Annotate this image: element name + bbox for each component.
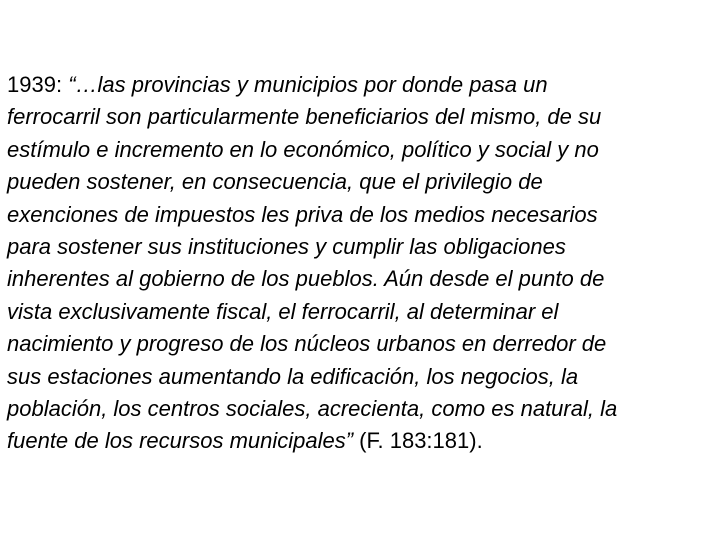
quote-line: ferrocarril son particularmente beneficiarios del mismo, de su: [7, 104, 602, 130]
quote-year: 1939: [7, 72, 56, 97]
year-separator: :: [55, 72, 69, 97]
quote-line: estímulo e incremento en lo económico, político y social y no: [7, 136, 599, 162]
citation: (F. 183:181).: [353, 428, 483, 454]
quote-line: pueden sostener, en consecuencia, que el privilegio de: [7, 169, 543, 195]
quote-line: [7, 425, 713, 457]
quote-line: inherentes al gobierno de los pueblos. Aún desde el punto de: [7, 266, 605, 292]
quote-line: nacimiento y progreso de los núcleos urbanos en derredor de: [7, 331, 607, 357]
quote-line: vista exclusivamente fiscal, el ferrocarril, al determinar el: [7, 298, 559, 324]
open-quote-mark: “: [68, 72, 76, 97]
quote-line: [7, 69, 713, 101]
quote-line: para sostener sus instituciones y cumplir las obligaciones: [7, 234, 566, 260]
quote-line: población, los centros sociales, acrecienta, como es natural, la: [7, 396, 618, 422]
quote-line: exenciones de impuestos les priva de los medios necesarios: [7, 201, 598, 227]
quote-block: [7, 69, 713, 458]
quote-text: fuente de los recursos municipales”: [7, 428, 354, 454]
quote-text: …las provincias y municipios por donde pasa un: [75, 72, 548, 97]
quote-line: sus estaciones aumentando la edificación, los negocios, la: [7, 363, 579, 389]
